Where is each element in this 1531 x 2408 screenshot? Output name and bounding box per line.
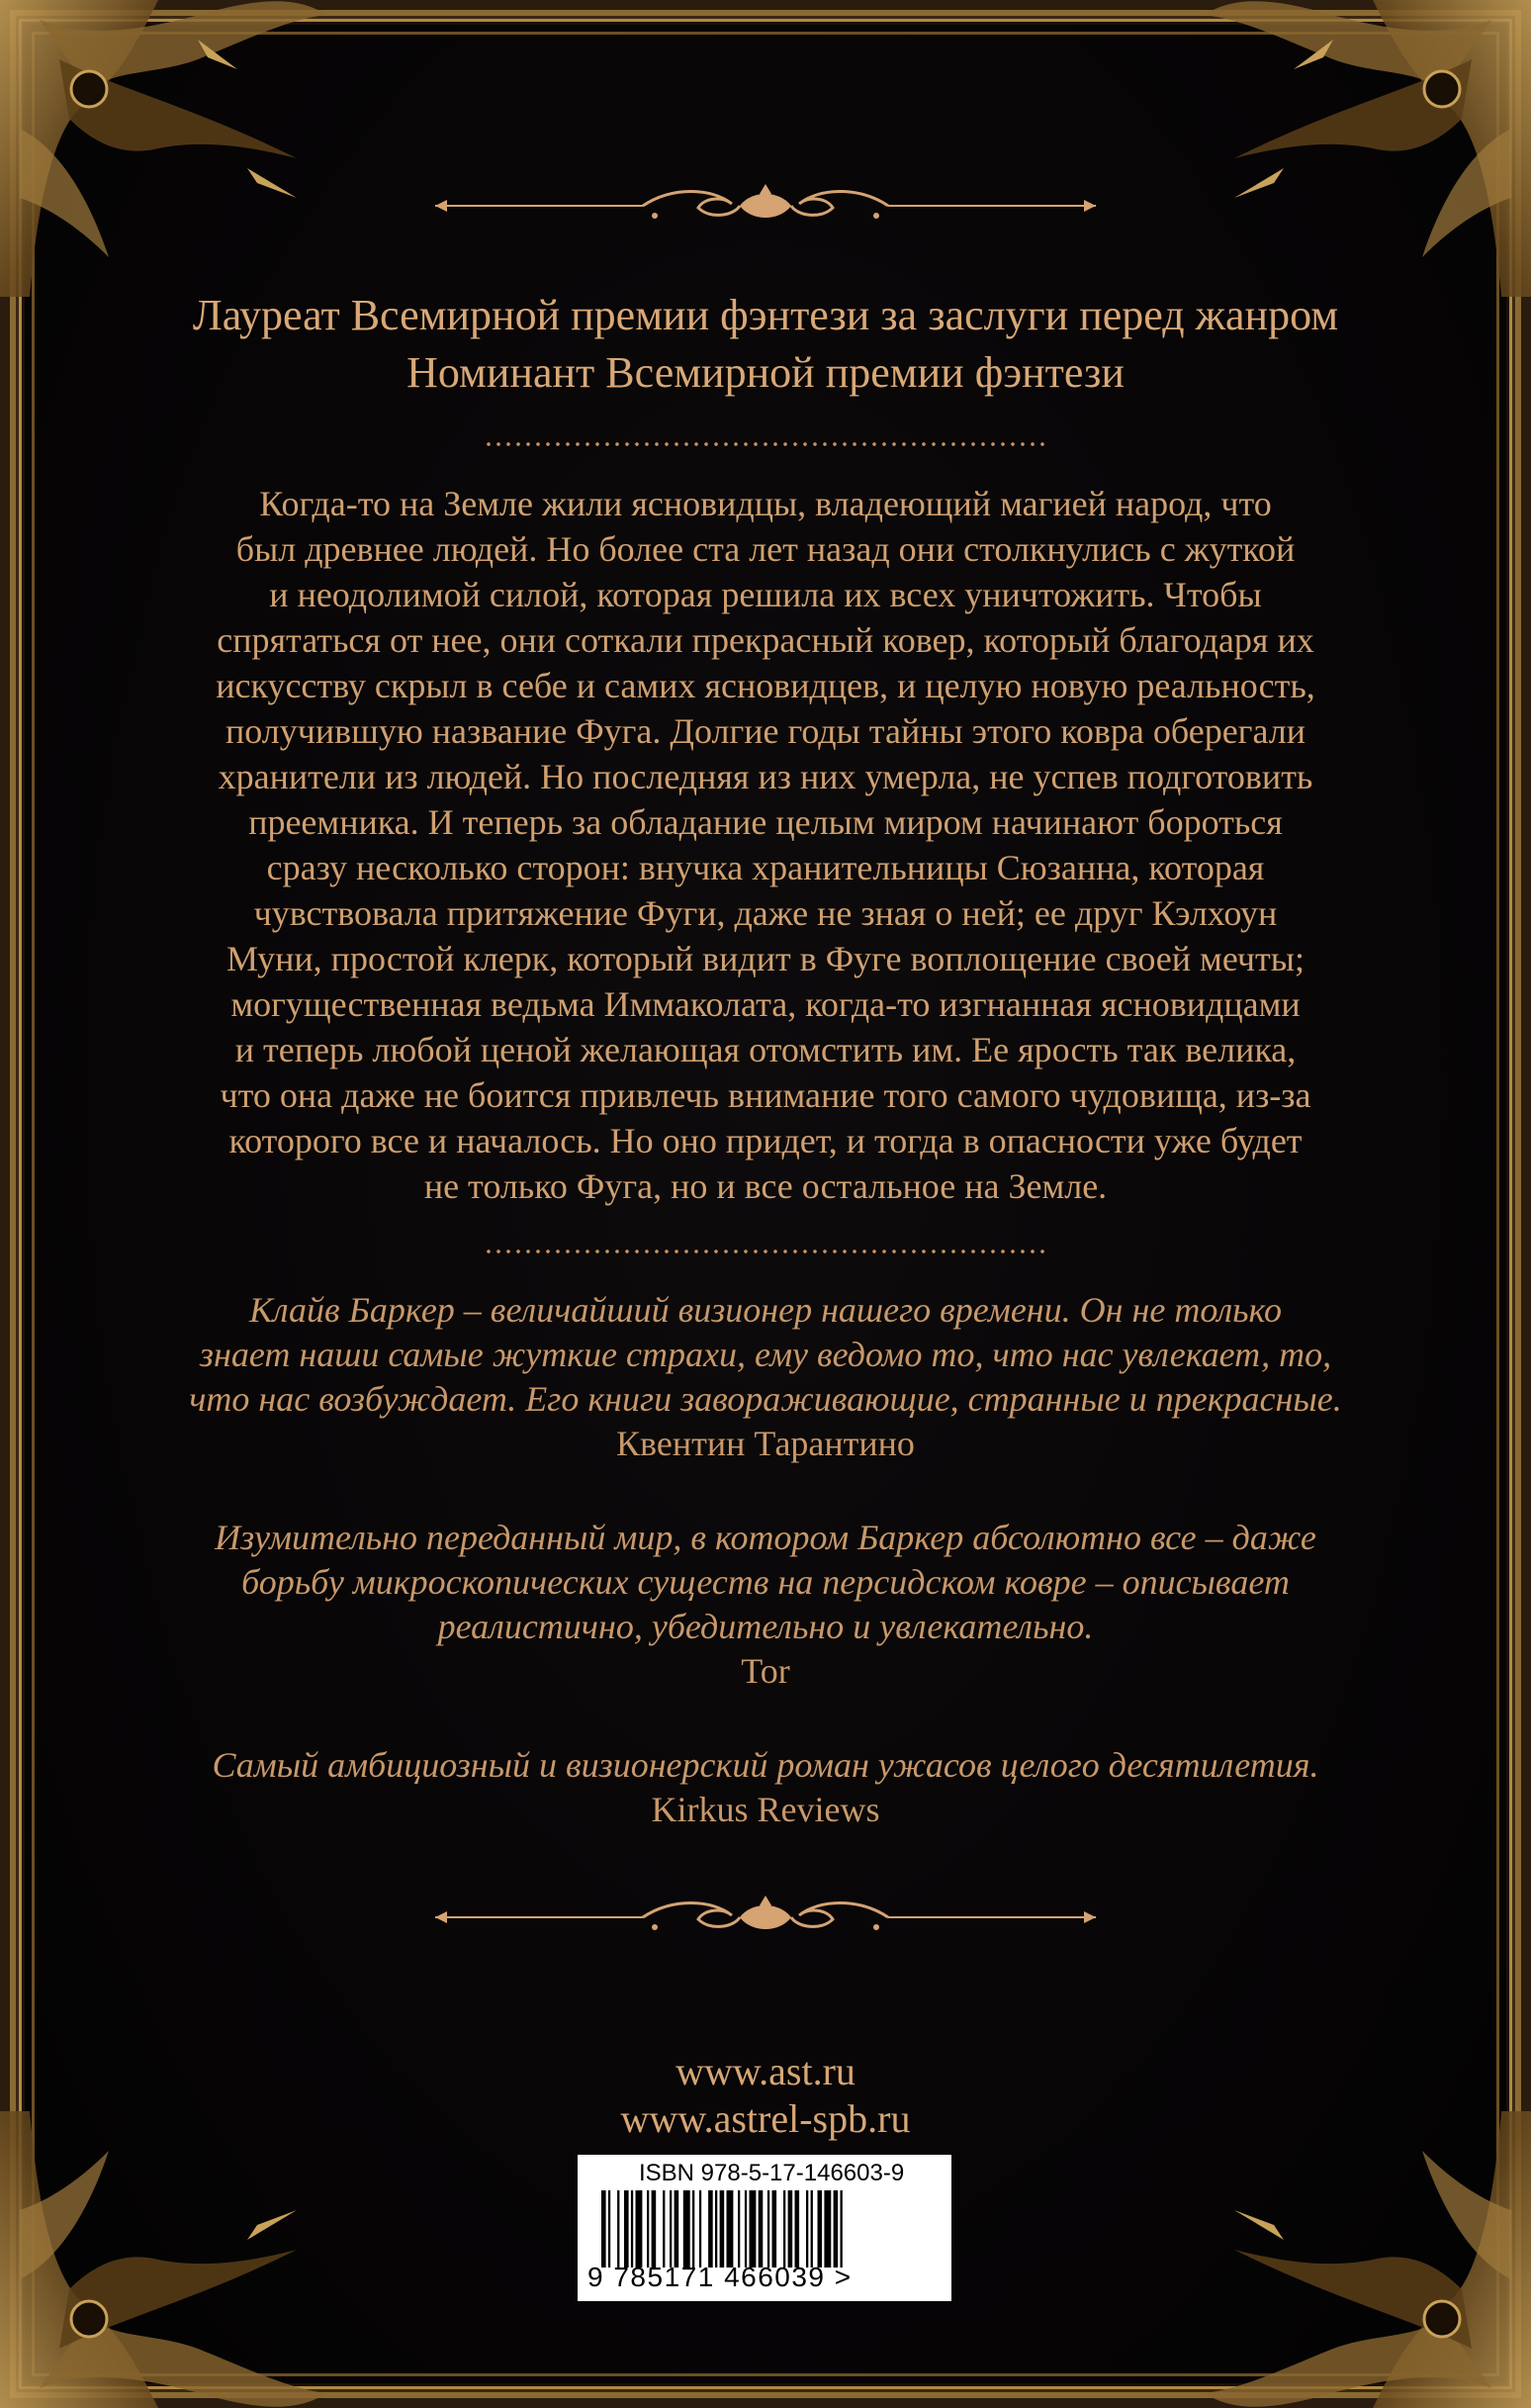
barcode-bar: [663, 2190, 665, 2268]
review-quote: [119, 1516, 1412, 1694]
quote-line: борьбу микроскопических существ на персидском ковре – описывает: [241, 1562, 1290, 1602]
barcode-bar: [834, 2190, 839, 2268]
barcode-bar: [675, 2190, 679, 2268]
quote-line: реалистично, убедительно и увлекательно.: [437, 1607, 1094, 1646]
barcode-bar: [772, 2190, 777, 2268]
quote-source: Kirkus Reviews: [651, 1790, 880, 1829]
barcode-bar: [759, 2190, 764, 2268]
synopsis-line: искусству скрыл в себе и самих ясновидцев, и целую новую реальность,: [216, 666, 1315, 705]
barcode-bar: [624, 2190, 629, 2268]
barcode-bar: [795, 2190, 800, 2268]
quote-line: Самый амбициозный и визионерский роман ужасов целого десятилетия.: [212, 1745, 1319, 1785]
barcode-bar: [699, 2190, 701, 2268]
quote-line: Клайв Баркер – величайший визионер нашего времени. Он не только: [248, 1290, 1283, 1330]
review-quote: [119, 1743, 1412, 1832]
synopsis-line: был древнее людей. Но более ста лет назад они столкнулись с жуткой: [235, 529, 1296, 569]
barcode-bars-icon: [587, 2190, 942, 2268]
synopsis-line: Муни, простой клерк, который видит в Фуге воплощение своей мечты;: [226, 939, 1305, 978]
quote-source: Квентин Тарантино: [616, 1424, 915, 1463]
synopsis-line: и теперь любой ценой желающая отомстить им. Ее ярость так велика,: [234, 1030, 1297, 1069]
barcode-bar: [636, 2190, 643, 2268]
publisher-url[interactable]: www.ast.ru: [675, 2049, 856, 2093]
barcode-bar: [788, 2190, 793, 2268]
barcode-bar: [652, 2190, 657, 2268]
synopsis-line: чувствовала притяжение Фуги, даже не зная о ней; ее друг Кэлхоун: [253, 893, 1278, 933]
barcode-bar: [738, 2190, 740, 2268]
synopsis-line: могущественная ведьма Иммаколата, когда-то изгнанная ясновидцами: [230, 984, 1301, 1024]
dragon-skull-corner-top-right-icon: [1106, 0, 1531, 297]
synopsis-line: преемника. И теперь за обладание целым миром начинают бороться: [248, 802, 1283, 842]
flourish-divider-top-icon: [425, 176, 1106, 235]
barcode-bar: [708, 2190, 713, 2268]
award-line: Номинант Всемирной премии фэнтези: [406, 348, 1125, 397]
barcode-bar: [767, 2190, 769, 2268]
synopsis-line: получившую название Фуга. Долгие годы тайны этого ковра оберегали: [225, 711, 1306, 751]
barcode-bar: [617, 2190, 619, 2268]
barcode-bar: [727, 2190, 734, 2268]
barcode-bar: [692, 2190, 694, 2268]
synopsis-line: и неодолимой силой, которая решила их всех уничтожить. Чтобы: [269, 575, 1262, 614]
barcode-bar: [841, 2190, 843, 2268]
barcode-bar: [647, 2190, 649, 2268]
synopsis-line: что она даже не боится привлечь внимание того самого чудовища, из-за: [220, 1075, 1311, 1115]
quote-line: Изумительно переданный мир, в котором Баркер абсолютно все – даже: [215, 1518, 1316, 1557]
quote-line: знает наши самые жуткие страхи, ему ведомо то, что нас увлекает, то,: [199, 1335, 1332, 1374]
dotted-divider: [484, 1249, 1047, 1254]
barcode-digits: 9 785171 466039 >: [587, 2262, 853, 2292]
isbn-label: ISBN 978-5-17-146603-9: [639, 2160, 905, 2186]
barcode-bar: [811, 2190, 813, 2268]
barcode-bar: [783, 2190, 785, 2268]
dragon-skull-corner-bottom-right-icon: [1106, 2111, 1531, 2408]
synopsis-line: спрятаться от нее, они соткали прекрасный ковер, который благодаря их: [217, 620, 1314, 660]
barcode-bar: [715, 2190, 717, 2268]
barcode-bar: [806, 2190, 808, 2268]
synopsis-text: [148, 481, 1383, 1209]
review-quote: [119, 1288, 1412, 1466]
synopsis-line: сразу несколько сторон: внучка хранительницы Сюзанна, которая: [266, 848, 1265, 887]
flourish-divider-bottom-icon: [425, 1888, 1106, 1947]
synopsis-line: хранители из людей. Но последняя из них умерла, не успев подготовить: [218, 757, 1313, 796]
awards-block: [99, 287, 1432, 402]
synopsis-line: Когда-то на Земле жили ясновидцы, владеющий магией народ, что: [259, 484, 1272, 523]
quote-line: что нас возбуждает. Его книги завораживающие, странные и прекрасные.: [189, 1379, 1342, 1419]
barcode-bar: [601, 2190, 606, 2268]
publisher-url[interactable]: www.astrel-spb.ru: [620, 2096, 911, 2141]
barcode-bar: [720, 2190, 725, 2268]
barcode-bar: [824, 2190, 831, 2268]
dragon-skull-corner-top-left-icon: [0, 0, 425, 297]
barcode-bar: [670, 2190, 672, 2268]
quote-source: Tor: [741, 1651, 790, 1691]
synopsis-line: которого все и началось. Но оно придет, и тогда в опасности уже будет: [228, 1121, 1303, 1160]
synopsis-line: не только Фуга, но и все остальное на Земле.: [423, 1166, 1108, 1206]
dotted-divider: [484, 441, 1047, 447]
barcode-bar: [750, 2190, 757, 2268]
publisher-urls: [396, 2048, 1135, 2143]
barcode-bar: [818, 2190, 823, 2268]
barcode-bar: [683, 2190, 690, 2268]
isbn-barcode: [578, 2155, 951, 2301]
award-line: Лауреат Всемирной премии фэнтези за заслуги перед жанром: [192, 291, 1339, 339]
barcode-bar: [745, 2190, 747, 2268]
barcode-bar: [631, 2190, 633, 2268]
dragon-skull-corner-bottom-left-icon: [0, 2111, 425, 2408]
barcode-bar: [608, 2190, 610, 2268]
